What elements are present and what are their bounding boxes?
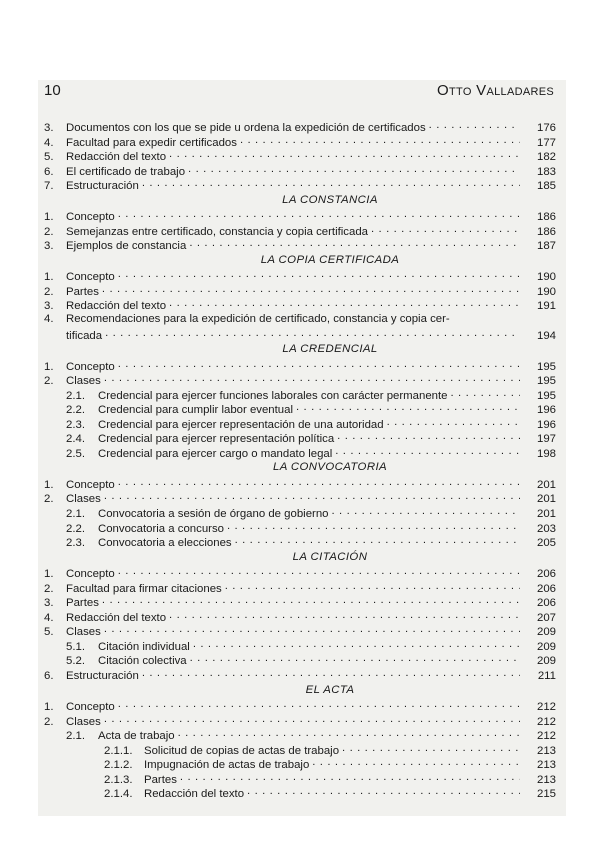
entry-number: 6. [44, 670, 54, 682]
entry-title: Concepto [66, 211, 115, 224]
dot-leader [337, 430, 520, 442]
entry-title: Credencial para cumplir labor eventual [98, 404, 294, 417]
entry-number: 2.3. [66, 418, 85, 431]
dot-leader [235, 534, 520, 546]
dot-leader [104, 490, 520, 502]
dot-leader [169, 609, 520, 621]
entry-title: Clases [66, 493, 101, 506]
entry-number: 2. [44, 285, 54, 298]
entry-number: 5. [44, 151, 54, 164]
entry-number: 1. [44, 701, 54, 714]
toc-entry [44, 756, 556, 771]
entry-number: 4. [44, 611, 54, 624]
toc-entry [44, 283, 556, 298]
toc-entry [44, 713, 556, 728]
entry-title: Recomendaciones para la expedición de certificado, constancia y copia cer- [66, 313, 450, 326]
running-author: Otto Valladares [437, 82, 554, 99]
entry-title: Concepto [66, 360, 115, 373]
toc-entry [44, 223, 556, 238]
toc-entry [44, 119, 556, 134]
toc-entry [44, 594, 556, 609]
dot-leader [451, 387, 520, 399]
toc-entry [44, 505, 556, 520]
toc-entry [44, 387, 556, 402]
entry-page: 186 [536, 225, 556, 238]
entry-title: Credencial para ejercer representación política [98, 433, 335, 446]
entry-number: 2. [44, 225, 54, 238]
entry-title: Convocatoria a sesión de órgano de gobierno [98, 508, 329, 521]
entry-page: 201 [536, 478, 556, 491]
dot-leader [189, 237, 520, 249]
entry-number: 1. [44, 568, 54, 581]
toc-entry [44, 372, 556, 387]
entry-number: 2.2. [66, 522, 85, 535]
entry-page: 177 [536, 136, 556, 149]
dot-leader [118, 698, 520, 710]
running-header [44, 82, 554, 104]
entry-number: 1. [44, 211, 54, 224]
entry-number: 4. [44, 313, 54, 326]
entry-page: 213 [536, 744, 556, 757]
entry-page: 206 [536, 568, 556, 581]
entry-title: Concepto [66, 478, 115, 491]
toc-entry [44, 638, 556, 653]
entry-number: 2.1. [66, 730, 85, 743]
dot-leader [142, 667, 520, 679]
entry-number: 2. [44, 493, 54, 506]
entry-title: Redacción del texto [66, 611, 167, 624]
entry-number: 2.1.4. [104, 788, 133, 801]
toc-entry [44, 430, 556, 445]
entry-number: 2.1.1. [104, 744, 133, 757]
section-heading: LA CREDENCIAL [282, 343, 378, 356]
dot-leader [342, 742, 520, 754]
dot-leader [227, 520, 520, 532]
entry-page: 212 [536, 715, 556, 728]
entry-title: Impugnación de actas de trabajo [144, 759, 310, 772]
dot-leader [118, 268, 520, 280]
entry-page: 197 [536, 433, 556, 446]
entry-number: 3. [44, 597, 54, 610]
toc-entry [44, 163, 556, 178]
dot-leader [142, 177, 520, 189]
entry-title: Concepto [66, 271, 115, 284]
entry-number: 2. [44, 582, 54, 595]
toc-entry [44, 520, 556, 535]
entry-page: 196 [536, 404, 556, 417]
toc-entry [44, 177, 556, 192]
entry-number: 2.1. [66, 389, 85, 402]
toc-entry [44, 580, 556, 595]
entry-page: 190 [536, 285, 556, 298]
entry-title: Convocatoria a elecciones [98, 537, 232, 550]
toc-entry [44, 148, 556, 163]
entry-title: Clases [66, 626, 101, 639]
entry-page: 206 [536, 597, 556, 610]
toc-entry [44, 237, 556, 252]
entry-page: 211 [537, 670, 556, 682]
entry-page: 215 [536, 788, 556, 801]
dot-leader [335, 445, 520, 457]
entry-page: 196 [536, 418, 556, 431]
entry-title: Estructuración [66, 180, 139, 193]
table-of-contents [44, 119, 556, 800]
entry-number: 2. [44, 715, 54, 728]
entry-number: 2.4. [66, 433, 85, 446]
entry-title: Citación individual [98, 640, 190, 653]
toc-entry [44, 416, 556, 431]
entry-number: 1. [44, 478, 54, 491]
entry-page: 187 [536, 240, 556, 253]
entry-title: Acta de trabajo [98, 730, 175, 743]
section-heading: LA COPIA CERTIFICADA [260, 253, 400, 266]
dot-leader [193, 638, 520, 650]
entry-page: 206 [536, 582, 556, 595]
entry-number: 5.1. [66, 640, 85, 653]
entry-title: Partes [66, 597, 99, 610]
entry-page: 190 [536, 271, 556, 284]
dot-leader [102, 594, 520, 606]
entry-page: 201 [536, 493, 556, 506]
dot-leader [247, 785, 520, 797]
toc-entry [44, 208, 556, 223]
dot-leader [225, 580, 520, 592]
entry-title: Ejemplos de constancia [66, 240, 187, 253]
section-heading: EL ACTA [305, 683, 355, 696]
entry-page: 195 [536, 375, 556, 388]
toc-entry [44, 727, 556, 742]
entry-number: 2.1. [66, 508, 85, 521]
entry-title: Concepto [66, 568, 115, 581]
entry-title: Semejanzas entre certificado, constancia y copia certificada [66, 225, 369, 238]
section-heading: LA CONVOCATORIA [272, 461, 388, 474]
entry-number: 3. [44, 122, 54, 134]
entry-title: Clases [66, 375, 101, 388]
dot-leader [178, 727, 520, 739]
dot-leader [169, 148, 520, 160]
entry-page: 195 [536, 360, 556, 373]
entry-title: tificada [66, 329, 103, 342]
dot-leader [240, 134, 520, 146]
toc-entry [44, 445, 556, 460]
entry-title: Documentos con los que se pide u ordena la expedición de certificados [66, 122, 426, 134]
entry-title: Redacción del texto [66, 151, 167, 164]
dot-leader [118, 208, 520, 220]
entry-page: 203 [536, 522, 556, 535]
entry-title: Citación colectiva [98, 655, 187, 668]
entry-title: Solicitud de copias de actas de trabajo [144, 744, 340, 757]
entry-title: Concepto [66, 701, 115, 714]
page-number: 10 [44, 82, 61, 99]
dot-leader [312, 756, 520, 768]
entry-number: 1. [44, 360, 54, 373]
dot-leader [296, 401, 520, 413]
toc-entry [44, 534, 556, 549]
entry-number: 5. [44, 626, 54, 639]
entry-page: 195 [536, 389, 556, 402]
entry-page: 176 [536, 122, 556, 134]
dot-leader [118, 358, 520, 370]
entry-number: 2.1.3. [104, 773, 133, 786]
toc-entry [44, 297, 556, 312]
entry-title: Clases [66, 715, 101, 728]
entry-page: 213 [536, 759, 556, 772]
entry-page: 191 [536, 300, 556, 313]
dot-leader [104, 623, 520, 635]
toc-entry-continuation [44, 327, 556, 342]
toc-entry [44, 312, 556, 327]
dot-leader [371, 223, 520, 235]
entry-page: 209 [536, 640, 556, 653]
entry-title: Credencial para ejercer representación de una autoridad [98, 418, 384, 431]
entry-page: 185 [536, 180, 556, 193]
entry-number: 3. [44, 240, 54, 253]
entry-title: Partes [66, 285, 99, 298]
toc-entry [44, 358, 556, 373]
entry-page: 198 [536, 447, 556, 460]
entry-title: Redacción del texto [66, 300, 167, 313]
dot-leader [118, 565, 520, 577]
entry-number: 5.2. [66, 655, 85, 668]
entry-title: Estructuración [66, 670, 139, 682]
dot-leader [118, 476, 520, 488]
entry-title: Facultad para firmar citaciones [66, 582, 222, 595]
toc-entry [44, 268, 556, 283]
entry-page: 182 [536, 151, 556, 164]
entry-number: 3. [44, 300, 54, 313]
dot-leader [429, 119, 520, 131]
entry-page: 183 [536, 165, 556, 178]
section-heading: LA CITACIÓN [292, 550, 368, 563]
dot-leader [102, 283, 520, 295]
entry-number: 2.2. [66, 404, 85, 417]
toc-entry [44, 667, 556, 682]
entry-page: 209 [536, 626, 556, 639]
entry-number: 2.5. [66, 447, 85, 460]
toc-entry [44, 742, 556, 757]
entry-number: 1. [44, 271, 54, 284]
entry-title: Credencial para ejercer cargo o mandato legal [98, 447, 333, 460]
dot-leader [104, 372, 520, 384]
entry-page: 207 [536, 611, 556, 624]
toc-entry [44, 609, 556, 624]
entry-number: 6. [44, 165, 54, 178]
toc-entry [44, 623, 556, 638]
entry-number: 4. [44, 136, 54, 149]
toc-entry [44, 785, 556, 800]
entry-page: 213 [536, 773, 556, 786]
toc-entry [44, 652, 556, 667]
toc-entry [44, 134, 556, 149]
dot-leader [169, 297, 520, 309]
entry-title: Facultad para expedir certificados [66, 136, 237, 149]
entry-page: 186 [536, 211, 556, 224]
entry-page: 212 [536, 730, 556, 743]
toc-entry [44, 771, 556, 786]
entry-title: El certificado de trabajo [66, 165, 186, 178]
dot-leader [332, 505, 520, 517]
dot-leader [190, 652, 520, 664]
entry-page: 194 [536, 329, 556, 342]
entry-page: 201 [536, 508, 556, 521]
dot-leader [104, 713, 520, 725]
toc-entry [44, 698, 556, 713]
dot-leader [180, 771, 520, 783]
toc-entry [44, 401, 556, 416]
dot-leader [188, 163, 520, 175]
section-heading: LA CONSTANCIA [282, 193, 378, 206]
entry-page: 212 [536, 701, 556, 714]
entry-title: Partes [144, 773, 177, 786]
dot-leader [387, 416, 520, 428]
toc-entry [44, 565, 556, 580]
entry-number: 2.1.2. [104, 759, 133, 772]
entry-number: 2. [44, 375, 54, 388]
toc-entry [44, 490, 556, 505]
toc-entry [44, 476, 556, 491]
entry-title: Redacción del texto [144, 788, 245, 801]
entry-title: Convocatoria a concurso [98, 522, 224, 535]
entry-number: 7. [44, 180, 54, 193]
entry-number: 2.3. [66, 537, 85, 550]
entry-title: Credencial para ejercer funciones laborales con carácter permanente [98, 389, 448, 402]
dot-leader [105, 327, 520, 339]
entry-page: 209 [536, 655, 556, 668]
entry-page: 205 [536, 537, 556, 550]
